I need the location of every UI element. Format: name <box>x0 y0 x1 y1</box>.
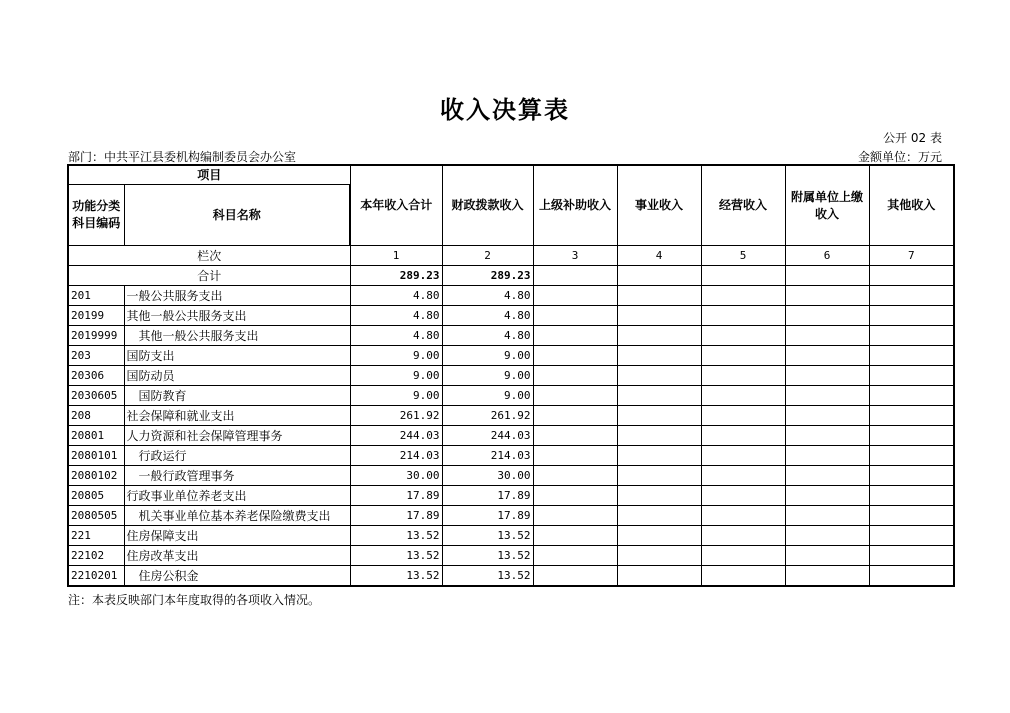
amount-cell <box>785 326 869 346</box>
amount-cell: 261.92 <box>442 406 533 426</box>
amount-cell <box>533 426 617 446</box>
amount-cell: 4.80 <box>442 286 533 306</box>
subject-code: 2019999 <box>68 326 124 346</box>
amount-cell: 13.52 <box>442 526 533 546</box>
col-header-6: 附属单位上缴收入 <box>785 165 869 246</box>
subject-name: 行政事业单位养老支出 <box>124 486 350 506</box>
amount-cell: 17.89 <box>350 486 442 506</box>
table-row <box>68 326 954 346</box>
amount-cell: 4.80 <box>350 306 442 326</box>
amount-cell <box>701 486 785 506</box>
column-number: 3 <box>533 246 617 266</box>
header-row-1 <box>68 165 954 185</box>
total-value <box>617 266 701 286</box>
table-row <box>68 526 954 546</box>
amount-cell: 9.00 <box>350 386 442 406</box>
amount-cell <box>701 446 785 466</box>
amount-cell <box>533 346 617 366</box>
amount-cell: 9.00 <box>442 366 533 386</box>
amount-cell <box>701 286 785 306</box>
subject-name: 人力资源和社会保障管理事务 <box>124 426 350 446</box>
subject-code: 221 <box>68 526 124 546</box>
amount-cell <box>617 506 701 526</box>
table-row <box>68 426 954 446</box>
subject-code: 208 <box>68 406 124 426</box>
amount-cell: 30.00 <box>442 466 533 486</box>
subject-code: 2080505 <box>68 506 124 526</box>
table-row <box>68 566 954 587</box>
total-row <box>68 266 954 286</box>
amount-cell <box>617 326 701 346</box>
func-code-header: 功能分类科目编码 <box>68 185 124 246</box>
amount-cell: 9.00 <box>442 386 533 406</box>
amount-cell <box>785 306 869 326</box>
amount-cell <box>869 506 954 526</box>
amount-cell <box>701 406 785 426</box>
amount-cell: 9.00 <box>442 346 533 366</box>
subject-name: 国防支出 <box>124 346 350 366</box>
amount-cell <box>869 446 954 466</box>
amount-cell: 214.03 <box>350 446 442 466</box>
amount-cell <box>869 406 954 426</box>
amount-cell: 30.00 <box>350 466 442 486</box>
total-value <box>785 266 869 286</box>
col-header-4: 事业收入 <box>617 165 701 246</box>
subject-code: 20805 <box>68 486 124 506</box>
amount-cell <box>533 486 617 506</box>
amount-cell: 4.80 <box>442 326 533 346</box>
col-header-2: 财政拨款收入 <box>442 165 533 246</box>
amount-cell <box>701 346 785 366</box>
amount-cell: 17.89 <box>350 506 442 526</box>
table-row <box>68 346 954 366</box>
subject-name: 其他一般公共服务支出 <box>124 306 350 326</box>
amount-cell: 13.52 <box>350 546 442 566</box>
amount-cell <box>617 346 701 366</box>
col-header-5: 经营收入 <box>701 165 785 246</box>
income-table <box>67 164 955 587</box>
amount-cell: 244.03 <box>442 426 533 446</box>
amount-cell <box>533 566 617 587</box>
total-value <box>701 266 785 286</box>
subject-name: 机关事业单位基本养老保险缴费支出 <box>124 506 350 526</box>
subject-name: 其他一般公共服务支出 <box>124 326 350 346</box>
table-row <box>68 286 954 306</box>
amount-cell <box>869 286 954 306</box>
amount-cell <box>701 566 785 587</box>
amount-cell <box>869 326 954 346</box>
subject-name: 社会保障和就业支出 <box>124 406 350 426</box>
amount-cell <box>785 406 869 426</box>
page-title: 收入决算表 <box>440 96 570 124</box>
amount-cell <box>533 366 617 386</box>
amount-cell <box>617 426 701 446</box>
amount-cell <box>785 506 869 526</box>
subject-name-header: 科目名称 <box>124 185 350 246</box>
unit-label: 金额单位：万元 <box>857 150 942 164</box>
amount-cell: 244.03 <box>350 426 442 446</box>
table-row <box>68 486 954 506</box>
amount-cell: 214.03 <box>442 446 533 466</box>
column-number: 7 <box>869 246 954 266</box>
amount-cell <box>785 286 869 306</box>
total-label: 合计 <box>68 266 350 286</box>
table-row <box>68 406 954 426</box>
amount-cell <box>533 466 617 486</box>
subject-code: 20306 <box>68 366 124 386</box>
amount-cell <box>617 386 701 406</box>
amount-cell <box>785 546 869 566</box>
amount-cell <box>533 386 617 406</box>
total-value: 289.23 <box>442 266 533 286</box>
col-header-1: 本年收入合计 <box>350 165 442 246</box>
amount-cell: 9.00 <box>350 366 442 386</box>
amount-cell <box>701 506 785 526</box>
amount-cell <box>869 426 954 446</box>
amount-cell <box>617 546 701 566</box>
amount-cell <box>785 346 869 366</box>
col-header-7: 其他收入 <box>869 165 954 246</box>
subject-code: 20801 <box>68 426 124 446</box>
amount-cell <box>617 366 701 386</box>
amount-cell <box>785 386 869 406</box>
amount-cell <box>785 466 869 486</box>
amount-cell <box>869 366 954 386</box>
table-row <box>68 546 954 566</box>
amount-cell <box>869 466 954 486</box>
amount-cell <box>785 486 869 506</box>
amount-cell <box>785 566 869 587</box>
amount-cell <box>617 486 701 506</box>
subject-code: 22102 <box>68 546 124 566</box>
table-row <box>68 366 954 386</box>
amount-cell <box>785 426 869 446</box>
column-number: 5 <box>701 246 785 266</box>
footnote: 注：本表反映部门本年度取得的各项收入情况。 <box>68 593 321 607</box>
amount-cell <box>869 546 954 566</box>
subject-name: 一般公共服务支出 <box>124 286 350 306</box>
amount-cell <box>533 306 617 326</box>
amount-cell <box>701 326 785 346</box>
subject-name: 行政运行 <box>124 446 350 466</box>
subject-name: 住房保障支出 <box>124 526 350 546</box>
amount-cell <box>533 446 617 466</box>
subject-name: 住房改革支出 <box>124 546 350 566</box>
amount-cell <box>869 306 954 326</box>
subject-name: 住房公积金 <box>124 566 350 587</box>
amount-cell: 9.00 <box>350 346 442 366</box>
amount-cell <box>617 306 701 326</box>
amount-cell <box>533 326 617 346</box>
amount-cell <box>617 566 701 587</box>
amount-cell <box>869 486 954 506</box>
table-row <box>68 386 954 406</box>
amount-cell: 13.52 <box>442 546 533 566</box>
table-row <box>68 466 954 486</box>
form-number: 公开 02 表 <box>883 131 942 145</box>
amount-cell <box>701 526 785 546</box>
subject-code: 2080101 <box>68 446 124 466</box>
table-row <box>68 306 954 326</box>
column-number: 4 <box>617 246 701 266</box>
amount-cell <box>617 406 701 426</box>
column-index-row <box>68 246 954 266</box>
amount-cell <box>785 366 869 386</box>
amount-cell: 17.89 <box>442 506 533 526</box>
amount-cell: 13.52 <box>442 566 533 587</box>
amount-cell: 13.52 <box>350 566 442 587</box>
amount-cell <box>533 546 617 566</box>
amount-cell: 4.80 <box>350 326 442 346</box>
project-header: 项目 <box>68 165 350 185</box>
subject-code: 201 <box>68 286 124 306</box>
amount-cell: 4.80 <box>350 286 442 306</box>
total-value <box>869 266 954 286</box>
amount-cell <box>617 466 701 486</box>
subject-name: 国防教育 <box>124 386 350 406</box>
amount-cell: 17.89 <box>442 486 533 506</box>
amount-cell <box>701 426 785 446</box>
amount-cell <box>701 466 785 486</box>
amount-cell <box>869 526 954 546</box>
amount-cell: 13.52 <box>350 526 442 546</box>
amount-cell <box>869 386 954 406</box>
col-header-3: 上级补助收入 <box>533 165 617 246</box>
amount-cell <box>785 526 869 546</box>
amount-cell <box>617 446 701 466</box>
amount-cell <box>701 386 785 406</box>
amount-cell <box>701 306 785 326</box>
subject-code: 20199 <box>68 306 124 326</box>
amount-cell <box>785 446 869 466</box>
amount-cell <box>617 526 701 546</box>
subject-code: 2030605 <box>68 386 124 406</box>
column-number: 2 <box>442 246 533 266</box>
amount-cell: 4.80 <box>442 306 533 326</box>
subject-name: 一般行政管理事务 <box>124 466 350 486</box>
table-row <box>68 506 954 526</box>
department-label: 部门：中共平江县委机构编制委员会办公室 <box>68 150 297 164</box>
column-number: 1 <box>350 246 442 266</box>
column-number: 6 <box>785 246 869 266</box>
amount-cell: 261.92 <box>350 406 442 426</box>
amount-cell <box>869 566 954 587</box>
amount-cell <box>533 286 617 306</box>
amount-cell <box>701 366 785 386</box>
subject-code: 2080102 <box>68 466 124 486</box>
amount-cell <box>533 506 617 526</box>
amount-cell <box>533 406 617 426</box>
total-value: 289.23 <box>350 266 442 286</box>
column-index-label: 栏次 <box>68 246 350 266</box>
table-row <box>68 446 954 466</box>
amount-cell <box>617 286 701 306</box>
subject-code: 203 <box>68 346 124 366</box>
amount-cell <box>701 546 785 566</box>
subject-code: 2210201 <box>68 566 124 587</box>
total-value <box>533 266 617 286</box>
amount-cell <box>533 526 617 546</box>
subject-name: 国防动员 <box>124 366 350 386</box>
amount-cell <box>869 346 954 366</box>
